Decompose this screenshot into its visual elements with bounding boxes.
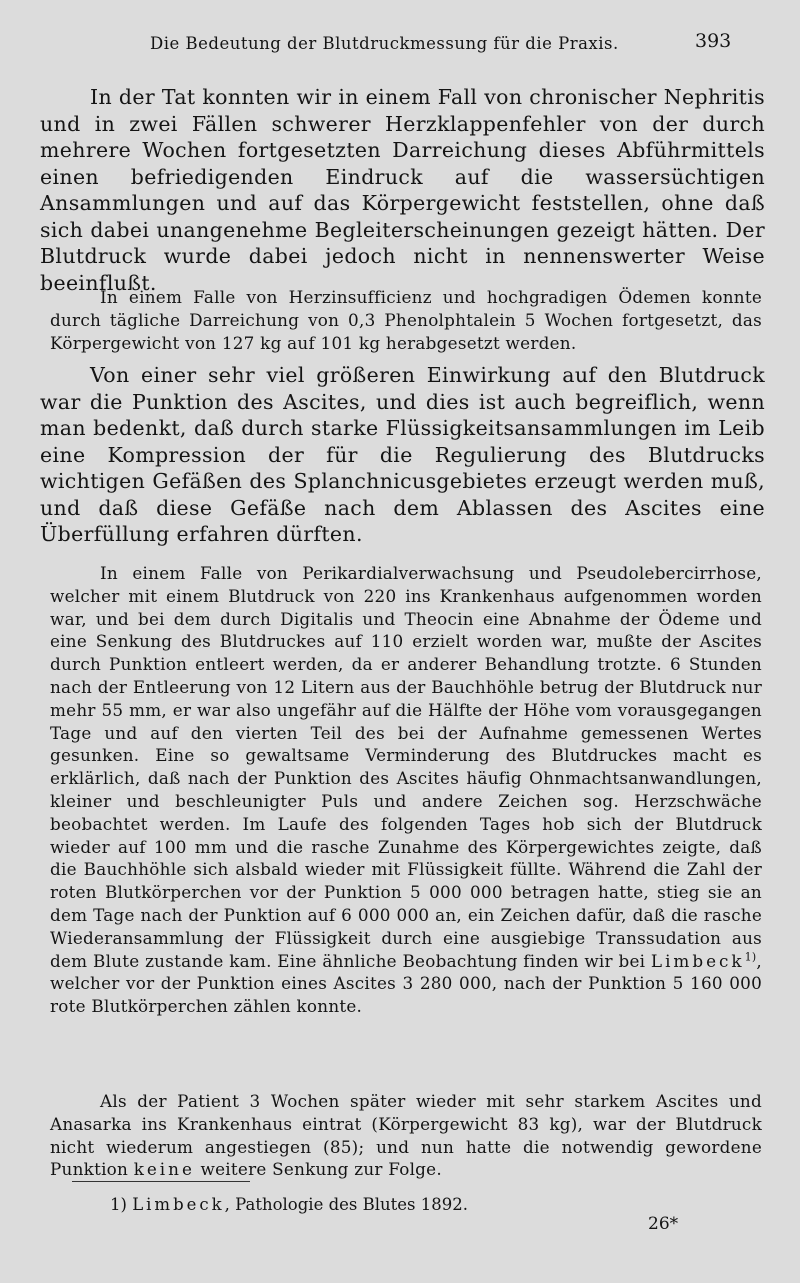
case-followup: [50, 1090, 762, 1181]
case-heart-insufficiency: In einem Falle von Herzinsufficienz und hochgradigen Ödemen konnte durch tägliche Darreichung von 0,3 Phenolphtalein 5 Wochen fortgesetzt, das Körpergewicht von 127 kg auf 101 kg herabgesetzt werden.: [50, 287, 762, 353]
paragraph-ascites-puncture: Von einer sehr viel größeren Einwirkung auf den Blutdruck war die Punktion des Ascites, und dies ist auch begreiflich, wenn man bedenkt, daß durch starke Flüssigkeitsansammlungen im Leib eine Kompression der für die Regulierung des Blutdrucks wichtigen Gefäßen des Splanchnicusgebietes erzeugt werden muß, und daß diese Gefäße nach dem Ablassen des Ascites eine Überfüllung erfahren dürften.: [40, 363, 765, 546]
case-text-part2: , welcher vor der Punktion eines Ascites 3 280 000, nach der Punktion 5 160 000 rote Blutkörperchen zählen konnte.: [50, 950, 762, 1017]
case-pericardial-adhesion: [50, 562, 762, 1018]
footnote-mark: 1): [110, 1195, 127, 1214]
page-number: 393: [695, 30, 732, 52]
emphasis-keine: keine: [133, 1159, 195, 1180]
footnote-divider: [72, 1181, 250, 1182]
footnote: [110, 1195, 468, 1214]
footnote-reference: 1): [744, 949, 757, 963]
running-title: Die Bedeutung der Blutdruckmessung für die Praxis.: [150, 34, 619, 53]
sheet-signature: 26*: [648, 1214, 679, 1234]
paragraph-nephritis: In der Tat konnten wir in einem Fall von chronischer Nephritis und in zwei Fällen schwerer Herzklappenfehler von der durch mehrere Wochen fortgesetzten Darreichung dieses Abführmittels einen befriedigenden Eindruck auf die wassersüchtigen Ansammlungen und auf das Körpergewicht feststellen, ohne daß sich dabei unangenehme Begleiterscheinungen gezeigt hätten. Der Blutdruck wurde dabei jedoch nicht in nennenswerter Weise beeinflußt.: [40, 85, 765, 295]
followup-text-part2: weitere Senkung zur Folge.: [200, 1159, 442, 1180]
case-text-part1: In einem Falle von Perikardialverwachsung und Pseudolebercirrhose, welcher mit einem Blutdruck von 220 ins Krankenhaus aufgenommen worden war, und bei dem durch Digitalis und Theocin eine Abnahme der Ödeme und eine Senkung des Blutdruckes auf 110 erzielt worden war, mußte der Ascites durch Punktion entleert werden, da er anderer Behandlung trotzte. 6 Stunden nach der Entleerung von 12 Litern aus der Bauchhöhle betrug der Blutdruck nur mehr 55 mm, er war also ungefähr auf die Hälfte der Höhe vom vorausgegangen Tage und auf den vierten Teil des bei der Aufnahme gemessenen Wertes gesunken. Eine so gewaltsame Verminderung des Blutdruckes macht es erklärlich, daß nach der Punktion des Ascites häufig Ohnmachtsanwandlungen, kleiner und beschleunigter Puls und andere Zeichen sog. Herzschwäche beobachtet werden. Im Laufe des folgenden Tages hob sich der Blutdruck wieder auf 100 mm und die rasche Zunahme des Körpergewichtes zeigte, daß die Bauchhöhle sich alsbald wieder mit Flüssigkeit füllte. Während die Zahl der roten Blutkörperchen vor der Punktion 5 000 000 betragen hatte, stieg sie an dem Tage nach der Punktion auf 6 000 000 an, ein Zeichen dafür, daß die rasche Wiederansammlung der Flüssigkeit durch eine ausgiebige Transsudation aus dem Blute zustande kam. Eine ähnliche Beobachtung finden wir bei: [50, 563, 762, 971]
followup-text-part1: Als der Patient 3 Wochen später wieder mit sehr starkem Ascites und Anasarka ins Krankenhaus eintrat (Körpergewicht 83 kg), war der Blutdruck nicht wiederum angestiegen (85); und nun hatte die notwendig gewordene Punktion: [50, 1091, 762, 1180]
footnote-text: , Pathologie des Blutes 1892.: [224, 1195, 468, 1214]
author-limbeck: Limbeck: [650, 950, 745, 971]
footnote-author: Limbeck: [132, 1195, 225, 1214]
